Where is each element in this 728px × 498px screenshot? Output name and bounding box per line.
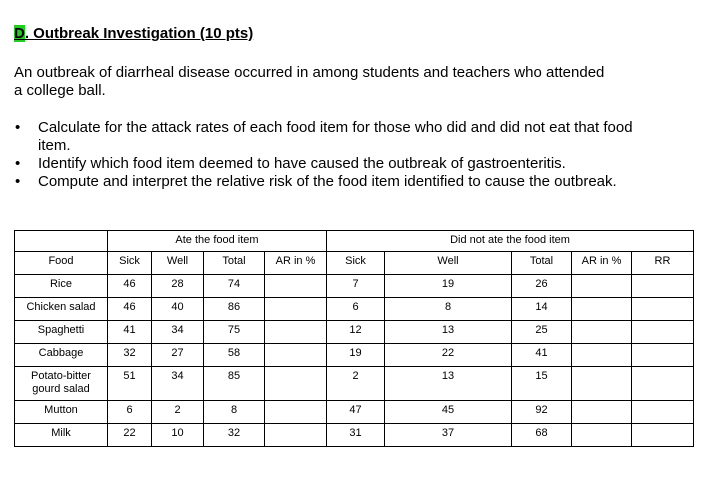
not-ar-cell xyxy=(572,401,632,424)
group-header-ate: Ate the food item xyxy=(108,231,327,252)
task-item xyxy=(14,155,634,173)
task-text: Compute and interpret the relative risk of the food item identified to cause the outbreak. xyxy=(38,173,617,190)
food-cell: Spaghetti xyxy=(15,321,108,344)
task-text: Identify which food item deemed to have caused the outbreak of gastroenteritis. xyxy=(38,155,566,172)
ate-total-cell: 75 xyxy=(204,321,265,344)
ate-well-cell: 28 xyxy=(152,275,204,298)
ate-ar-cell xyxy=(265,321,327,344)
col-header-rr: RR xyxy=(632,252,694,275)
col-header-ate-total: Total xyxy=(204,252,265,275)
col-header-ate-ar: AR in % xyxy=(265,252,327,275)
bullet-icon: • xyxy=(15,173,21,190)
ate-sick-cell: 22 xyxy=(108,424,152,447)
table-row xyxy=(15,424,694,447)
food-cell: Mutton xyxy=(15,401,108,424)
not-total-cell: 68 xyxy=(512,424,572,447)
not-ar-cell xyxy=(572,424,632,447)
not-total-cell: 41 xyxy=(512,344,572,367)
rr-cell xyxy=(632,344,694,367)
not-total-cell: 92 xyxy=(512,401,572,424)
rr-cell xyxy=(632,275,694,298)
food-cell: Chicken salad xyxy=(15,298,108,321)
task-item xyxy=(14,119,634,155)
not-sick-cell: 19 xyxy=(327,344,385,367)
col-header-not-total: Total xyxy=(512,252,572,275)
ate-well-cell: 10 xyxy=(152,424,204,447)
ate-sick-cell: 46 xyxy=(108,275,152,298)
ate-ar-cell xyxy=(265,367,327,401)
not-well-cell: 13 xyxy=(385,367,512,401)
ate-ar-cell xyxy=(265,401,327,424)
not-sick-cell: 12 xyxy=(327,321,385,344)
ate-total-cell: 85 xyxy=(204,367,265,401)
not-total-cell: 25 xyxy=(512,321,572,344)
bullet-icon: • xyxy=(15,155,21,172)
table-row xyxy=(15,344,694,367)
section-title: . Outbreak Investigation (10 pts) xyxy=(24,25,254,42)
not-total-cell: 14 xyxy=(512,298,572,321)
rr-cell xyxy=(632,321,694,344)
not-ar-cell xyxy=(572,275,632,298)
not-ar-cell xyxy=(572,344,632,367)
not-well-cell: 8 xyxy=(385,298,512,321)
not-well-cell: 13 xyxy=(385,321,512,344)
ate-sick-cell: 6 xyxy=(108,401,152,424)
col-header-not-sick: Sick xyxy=(327,252,385,275)
table-body xyxy=(15,231,694,447)
ate-total-cell: 8 xyxy=(204,401,265,424)
ate-ar-cell xyxy=(265,424,327,447)
bullet-icon: • xyxy=(15,119,21,136)
col-header-food: Food xyxy=(15,252,108,275)
ate-well-cell: 34 xyxy=(152,321,204,344)
rr-cell xyxy=(632,424,694,447)
not-well-cell: 19 xyxy=(385,275,512,298)
ate-sick-cell: 41 xyxy=(108,321,152,344)
ate-total-cell: 86 xyxy=(204,298,265,321)
not-sick-cell: 2 xyxy=(327,367,385,401)
col-header-ate-sick: Sick xyxy=(108,252,152,275)
ate-well-cell: 40 xyxy=(152,298,204,321)
ate-sick-cell: 51 xyxy=(108,367,152,401)
group-header-row xyxy=(15,231,694,252)
outbreak-table xyxy=(14,230,694,447)
group-header-not-ate: Did not ate the food item xyxy=(327,231,694,252)
ate-total-cell: 58 xyxy=(204,344,265,367)
ate-well-cell: 27 xyxy=(152,344,204,367)
ate-well-cell: 34 xyxy=(152,367,204,401)
task-item xyxy=(14,173,634,191)
not-sick-cell: 7 xyxy=(327,275,385,298)
ate-total-cell: 74 xyxy=(204,275,265,298)
table-row xyxy=(15,275,694,298)
not-ar-cell xyxy=(572,321,632,344)
ate-ar-cell xyxy=(265,298,327,321)
ate-ar-cell xyxy=(265,275,327,298)
section-letter: D xyxy=(14,25,25,42)
rr-cell xyxy=(632,401,694,424)
ate-ar-cell xyxy=(265,344,327,367)
task-text: Calculate for the attack rates of each food item for those who did and did not eat that food item. xyxy=(38,119,633,154)
not-well-cell: 37 xyxy=(385,424,512,447)
rr-cell xyxy=(632,298,694,321)
not-well-cell: 22 xyxy=(385,344,512,367)
not-sick-cell: 6 xyxy=(327,298,385,321)
table-row xyxy=(15,298,694,321)
table-row xyxy=(15,367,694,401)
not-sick-cell: 47 xyxy=(327,401,385,424)
col-header-ate-well: Well xyxy=(152,252,204,275)
food-cell: Milk xyxy=(15,424,108,447)
ate-sick-cell: 46 xyxy=(108,298,152,321)
not-ar-cell xyxy=(572,298,632,321)
col-header-not-well: Well xyxy=(385,252,512,275)
not-ar-cell xyxy=(572,367,632,401)
ate-sick-cell: 32 xyxy=(108,344,152,367)
ate-total-cell: 32 xyxy=(204,424,265,447)
rr-cell xyxy=(632,367,694,401)
not-sick-cell: 31 xyxy=(327,424,385,447)
col-header-not-ar: AR in % xyxy=(572,252,632,275)
ate-well-cell: 2 xyxy=(152,401,204,424)
section-heading xyxy=(14,25,253,43)
food-cell: Rice xyxy=(15,275,108,298)
not-total-cell: 15 xyxy=(512,367,572,401)
column-header-row xyxy=(15,252,694,275)
not-total-cell: 26 xyxy=(512,275,572,298)
food-cell: Cabbage xyxy=(15,344,108,367)
food-cell: Potato-bitter gourd salad xyxy=(15,367,108,401)
not-well-cell: 45 xyxy=(385,401,512,424)
table-row xyxy=(15,401,694,424)
intro-paragraph: An outbreak of diarrheal disease occurred in among students and teachers who attended a college ball. xyxy=(14,64,605,99)
table-row xyxy=(15,321,694,344)
group-header-empty xyxy=(15,231,108,252)
task-list xyxy=(14,119,634,191)
